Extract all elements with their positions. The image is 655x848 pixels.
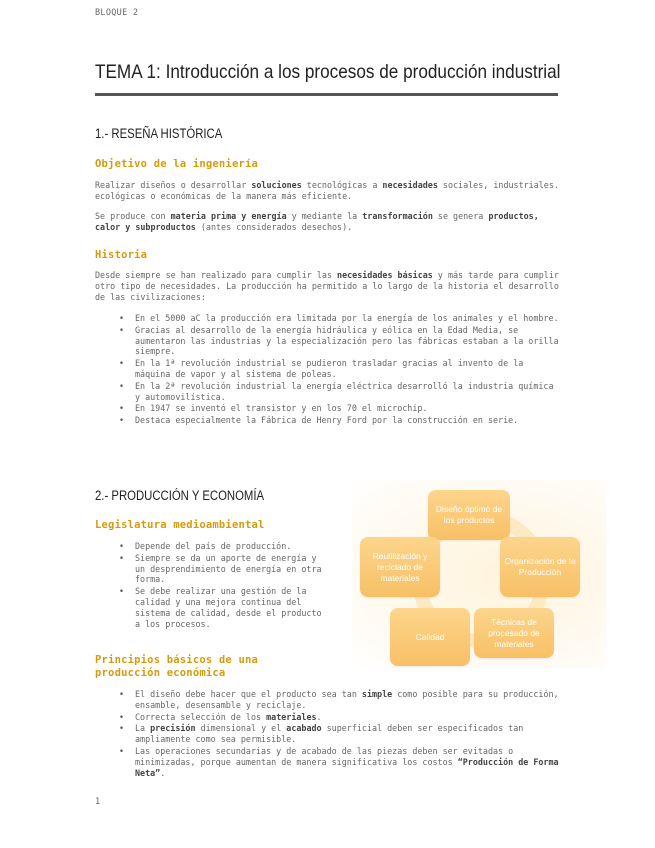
list-item bbox=[117, 746, 563, 778]
cycle-node-organizacion: Organización de la Producción bbox=[500, 537, 580, 597]
paragraph-text-run: Se produce con bbox=[95, 211, 171, 221]
cycle-node-tecnicas: Técnicas de procesado de materiales bbox=[474, 608, 554, 658]
section-heading-resena: 1.- RESEÑA HISTÓRICA bbox=[95, 126, 223, 141]
paragraph-text-run: y más tarde para cumplir otro tipo de necesidades. La producción ha permitido a lo largo de la historia el desarrollo de las civilizaciones: bbox=[95, 270, 559, 302]
subheading-principios bbox=[95, 654, 258, 680]
paragraph-objetivo-2 bbox=[95, 211, 560, 233]
cycle-node-reutilizacion: Reutilización y reciclado de materiales bbox=[360, 537, 440, 597]
paragraph-historia-intro bbox=[95, 270, 560, 302]
subheading-historia: Historia bbox=[95, 249, 148, 261]
paragraph-bold-run: necesidades bbox=[382, 180, 438, 190]
subheading-principios-line2: producción económica bbox=[95, 667, 226, 679]
subheading-legislatura: Legislatura medioambiental bbox=[95, 519, 265, 531]
paragraph-bold-run: transformación bbox=[362, 211, 433, 221]
page-number: 1 bbox=[95, 797, 101, 807]
list-item-text-run: Las operaciones secundarias y de acabado de las piezas deben ser evitadas o minimizadas, porque aumentan de manera significativa los costos bbox=[135, 745, 514, 767]
list-item-text-run: . bbox=[160, 767, 166, 778]
list-item bbox=[117, 712, 563, 723]
paragraph-text-run: sociales, industriales. ecológicas o económicas de la manera más eficiente. bbox=[95, 180, 559, 201]
paragraph-text-run: Desde siempre se han realizado para cumplir las bbox=[95, 270, 338, 280]
cycle-node-diseno: Diseño óptimo de los productos bbox=[428, 490, 510, 540]
list-item: • Destaca especialmente la Fábrica de Henry Ford por la construcción en serie. bbox=[117, 415, 563, 426]
paragraph-bold-run: materia prima y energía bbox=[170, 211, 287, 221]
list-item-bold-run: acabado bbox=[286, 723, 322, 734]
page-header: BLOQUE 2 bbox=[95, 8, 139, 18]
historia-list bbox=[117, 313, 563, 427]
list-item: • Gracias al desarrollo de la energía hidráulica y eólica en la Edad Media, se aumentaron las industrias y la especialización pero las fábricas estaban a la orilla siempre. bbox=[117, 325, 563, 357]
paragraph-text-run: tecnológicas a bbox=[301, 180, 383, 190]
list-item-bold-run: simple bbox=[361, 689, 393, 699]
page-title: TEMA 1: Introducción a los procesos de producción industrial bbox=[95, 61, 561, 83]
list-item-bold-run: materiales bbox=[266, 711, 317, 722]
list-item-text-run: Correcta selección de los bbox=[135, 711, 267, 722]
legislatura-list bbox=[117, 541, 327, 630]
paragraph-bold-run: necesidades básicas bbox=[337, 270, 433, 280]
paragraph-text-run: (antes considerados desechos). bbox=[195, 221, 353, 232]
paragraph-bold-run: productos, calor y subproductos bbox=[95, 211, 539, 232]
list-item: • Depende del país de producción. bbox=[117, 541, 327, 552]
list-item-text-run: dimensional y el bbox=[195, 723, 287, 734]
list-item-text-run: La bbox=[135, 723, 151, 734]
cycle-node-calidad: Calidad bbox=[390, 608, 470, 666]
list-item-text-run: superficial deben ser especificados tan ampliamente como sea permisible. bbox=[135, 723, 524, 745]
list-item-bold-run: “Producción de Forma Neta” bbox=[135, 756, 559, 778]
list-item bbox=[117, 723, 563, 745]
list-item: • En el 5000 aC la producción era limitada por la energía de los animales y el hombre. bbox=[117, 313, 563, 324]
list-item-text-run: como posible para su producción, ensamble, desensamble y reciclaje. bbox=[135, 689, 559, 710]
list-item: • Siempre se da un aporte de energía y un desprendimiento de energía en otra forma. bbox=[117, 553, 327, 585]
paragraph-text-run: Realizar diseños o desarrollar bbox=[95, 180, 252, 190]
list-item-bold-run: precisión bbox=[150, 723, 196, 734]
title-divider bbox=[95, 93, 558, 96]
list-item: • En la 2ª revolución industrial la energía eléctrica desarrolló la industria química y automovilística. bbox=[117, 381, 563, 403]
section-heading-produccion: 2.- PRODUCCIÓN Y ECONOMÍA bbox=[95, 488, 265, 503]
list-item: • En la 1ª revolución industrial se pudieron trasladar gracias al invento de la máquina de vapor y al sistema de poleas. bbox=[117, 358, 563, 380]
principios-list bbox=[117, 689, 563, 779]
subheading-objetivo: Objetivo de la ingeniería bbox=[95, 158, 259, 170]
list-item: • Se debe realizar una gestión de la calidad y una mejora continua del sistema de calidad, desde el producto a los procesos. bbox=[117, 586, 327, 629]
paragraph-text-run: se genera bbox=[432, 211, 489, 221]
paragraph-text-run: y mediante la bbox=[286, 211, 363, 221]
paragraph-bold-run: soluciones bbox=[251, 180, 302, 190]
list-item: • En 1947 se inventó el transistor y en los 70 el microchip. bbox=[117, 403, 563, 414]
paragraph-objetivo-1 bbox=[95, 180, 560, 202]
list-item-text-run: El diseño debe hacer que el producto sea tan bbox=[135, 689, 362, 699]
list-item-text-run: . bbox=[316, 711, 322, 722]
production-cycle-diagram bbox=[352, 480, 606, 668]
list-item bbox=[117, 689, 563, 711]
subheading-principios-line1: Principios básicos de una bbox=[95, 654, 259, 666]
